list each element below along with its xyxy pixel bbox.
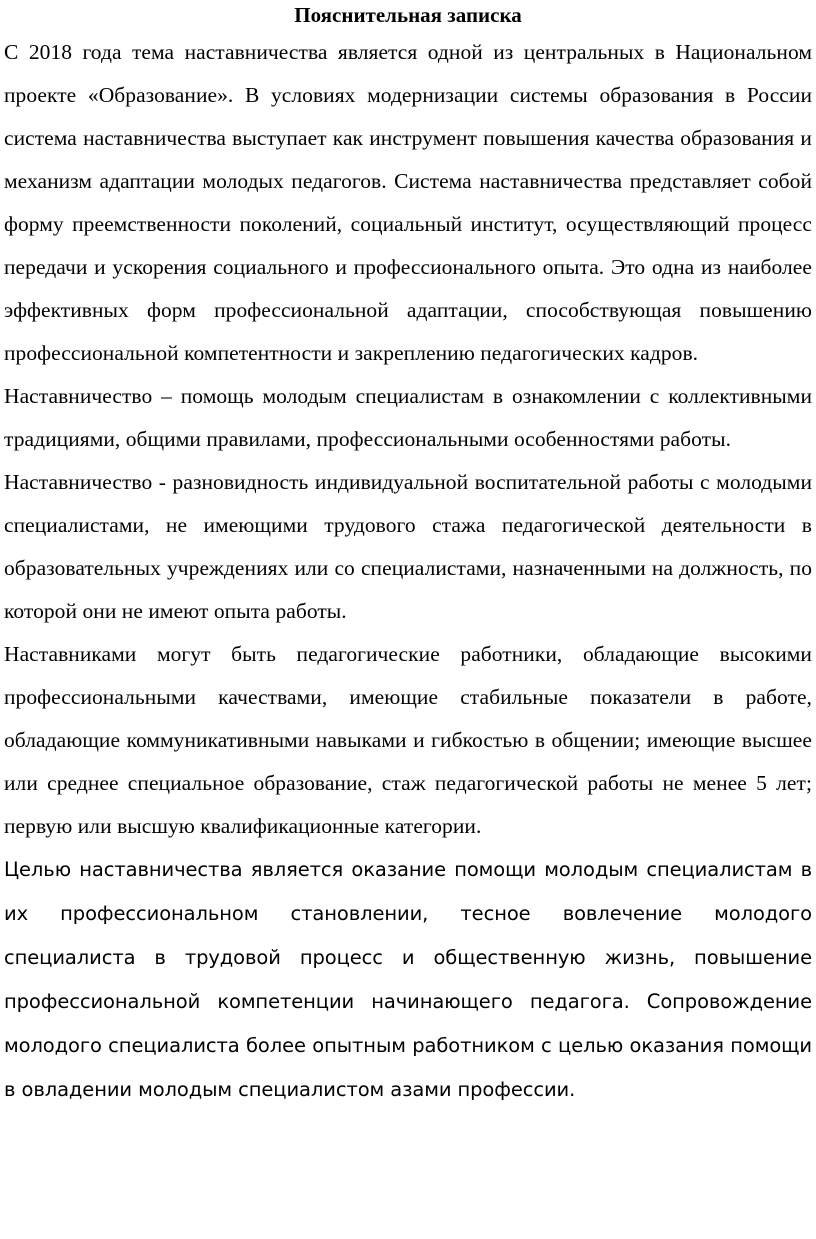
document-title: Пояснительная записка [294,3,522,27]
paragraph-definition-work: Наставничество - разновидность индивидуальной воспитательной работы с молодыми специалистами, не имеющими трудового стажа педагогической деятельности в образовательных учреждениях или со специалистами, назначенными на должность, по которой они не имеют опыта работы. [4,470,812,623]
paragraph-intro: С 2018 года тема наставничества является одной из центральных в Национальном проекте «Образование». В условиях модернизации системы образования в России система наставничества выступает как инструмент повышения качества образования и механизм адаптации молодых педагогов. Система наставничества представляет собой форму преемственности поколений, социальный институт, осуществляющий процесс передачи и ускорения социального и профессионального опыта. Это одна из наиболее эффективных форм профессиональной адаптации, способствующая повышению профессиональной компетентности и закреплению педагогических кадров. [4,40,812,365]
paragraph-definition-help: Наставничество – помощь молодым специалистам в ознакомлении с коллективными традициями, общими правилами, профессиональными особенностями работы. [4,384,812,451]
paragraph-mentors: Наставниками могут быть педагогические работники, обладающие высокими профессиональными качествами, имеющие стабильные показатели в работе, обладающие коммуникативными навыками и гибкостью в общении; имеющие высшее или среднее специальное образование, стаж педагогической работы не менее 5 лет; первую или высшую квалификационные категории. [4,642,812,838]
paragraph-goal: Целью наставничества является оказание помощи молодым специалистам в их профессиональном становлении, тесное вовлечение молодого специалиста в трудовой процесс и общественную жизнь, повышение профессиональной компетенции начинающего педагога. Сопровождение молодого специалиста более опытным работником с целью оказания помощи в овладении молодым специалистом азами профессии. [4,858,812,1101]
